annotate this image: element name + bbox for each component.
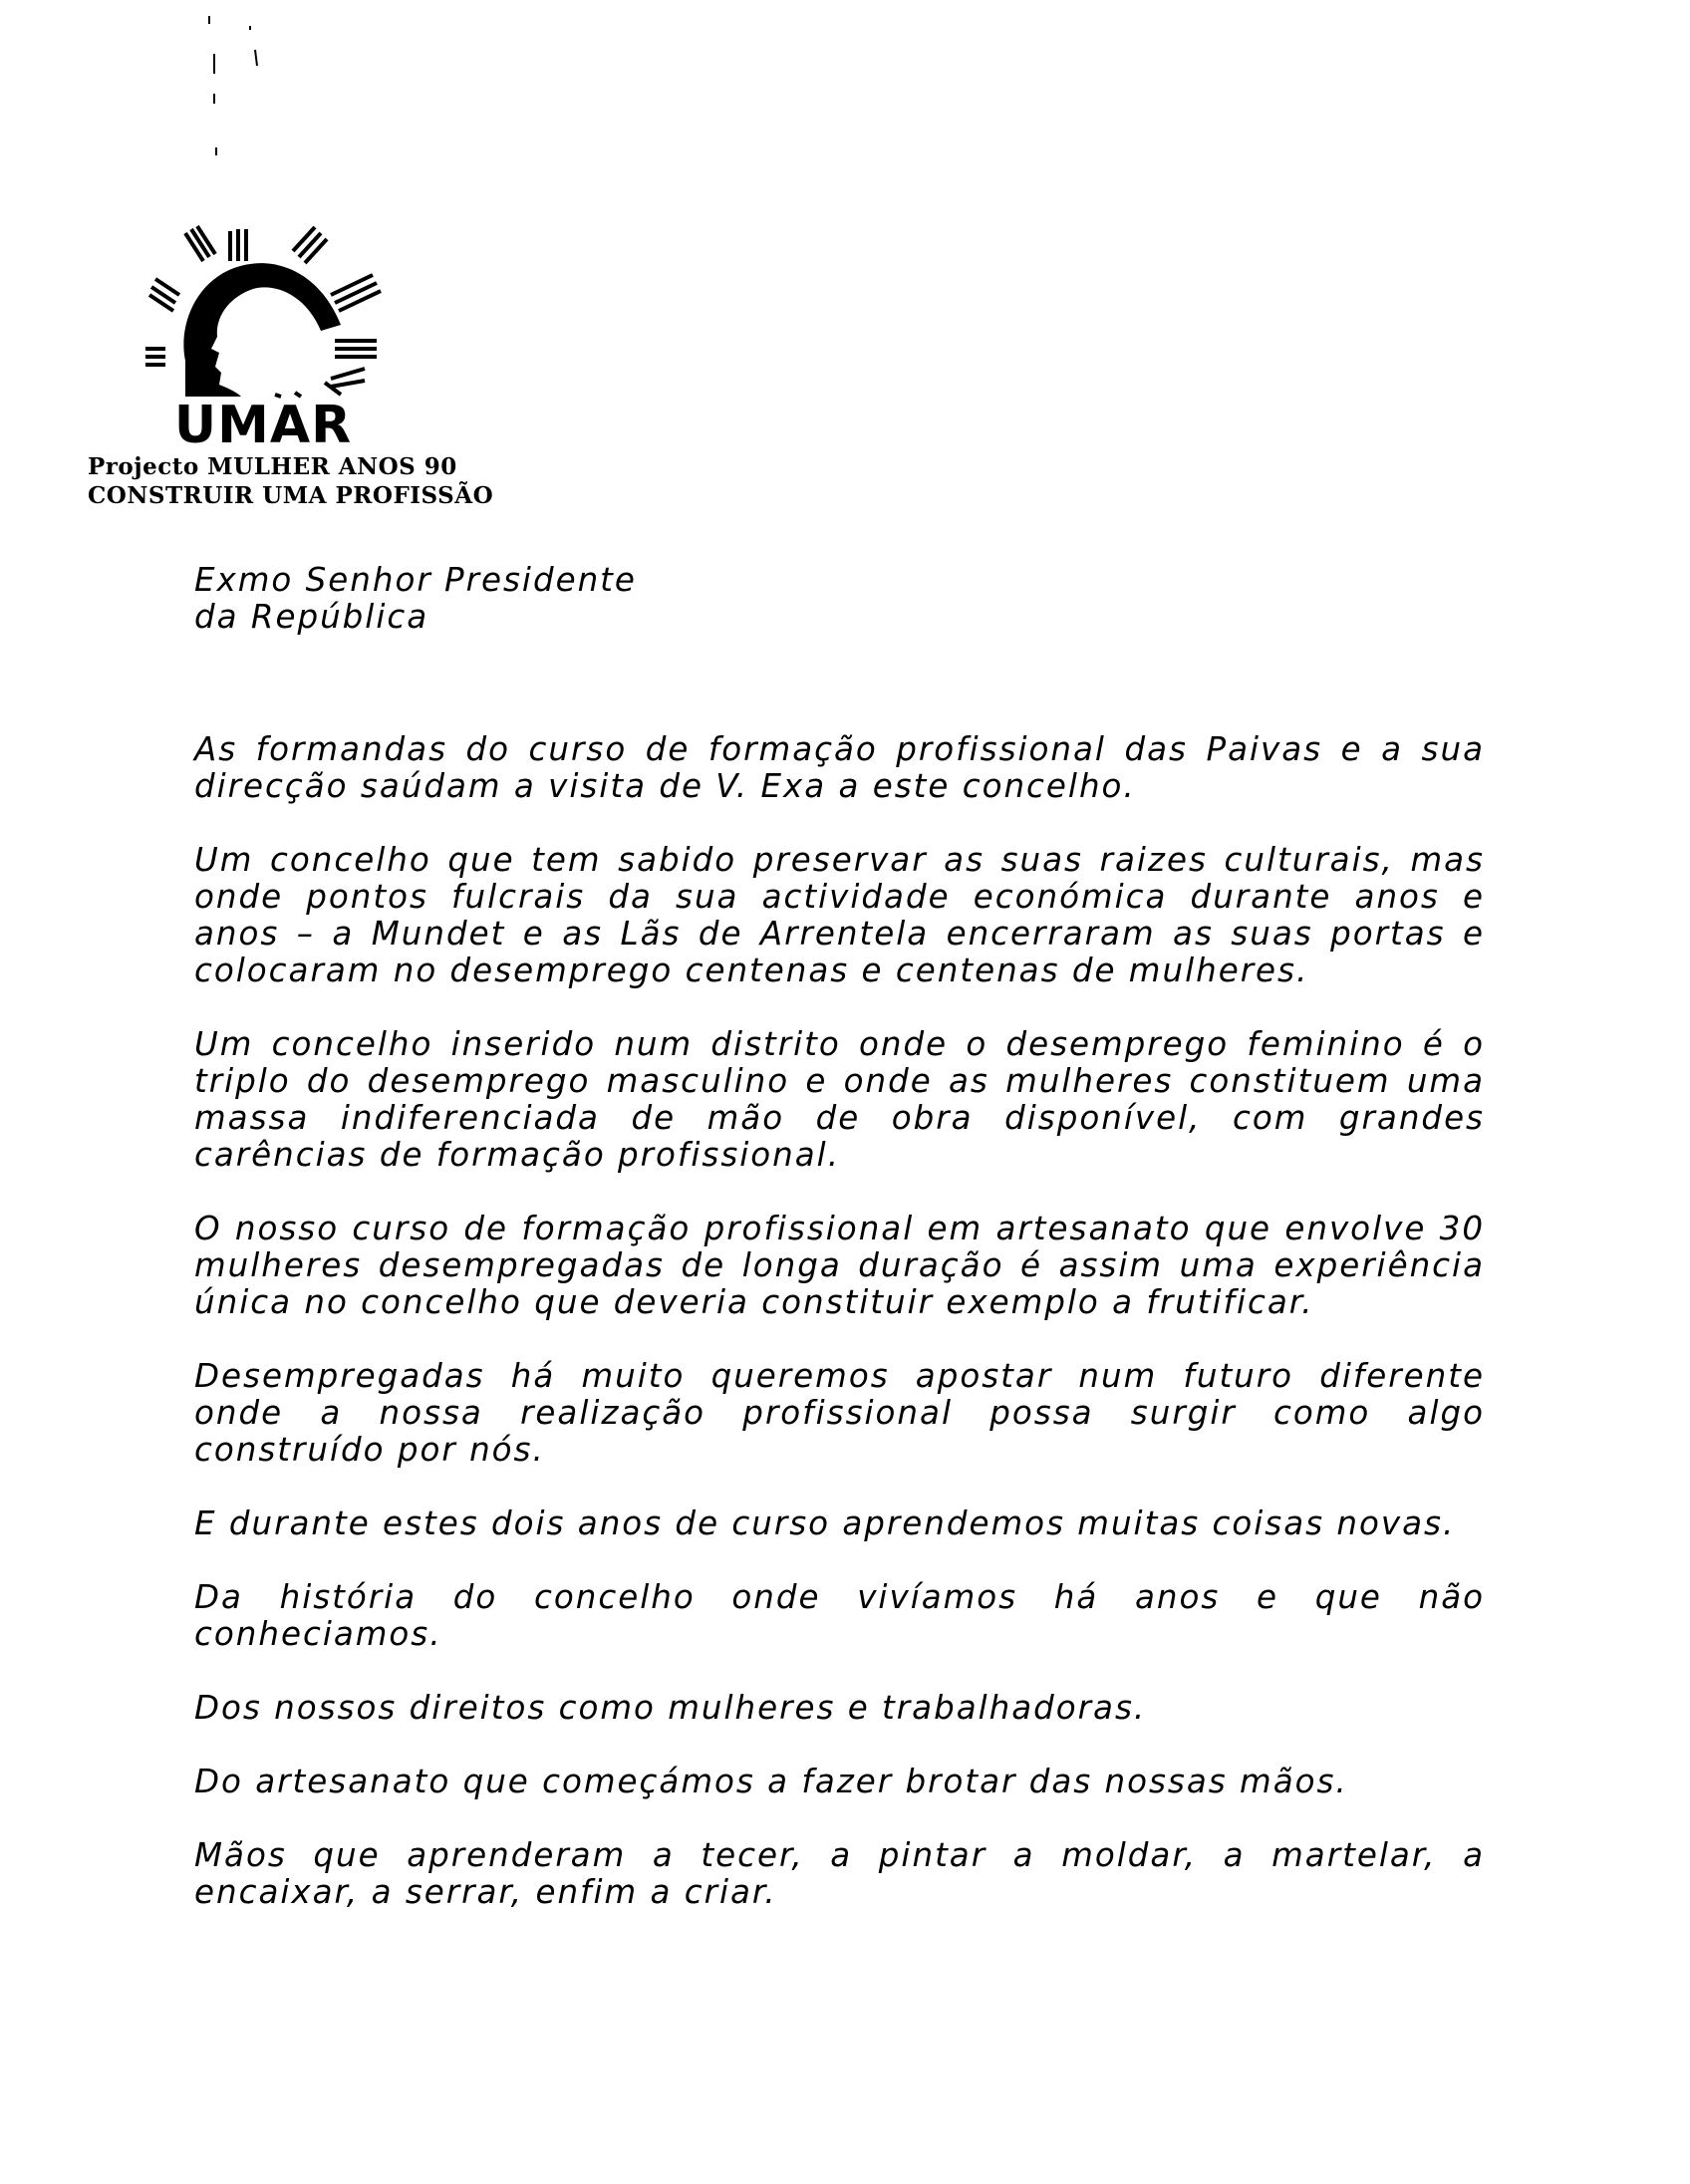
salutation-line-2: da República (194, 598, 429, 636)
paragraph-10: Mãos que aprenderam a tecer, a pintar a moldar, a martelar, a encaixar, a serrar, enfim a criar. (194, 1836, 1485, 1911)
salutation-line-1: Exmo Senhor Presidente (194, 561, 637, 599)
scan-marks (204, 14, 264, 163)
project-line-1: Projecto MULHER ANOS 90 (88, 453, 457, 480)
paragraph-8: Dos nossos direitos como mulheres e trabalhadoras. (194, 1689, 1147, 1727)
logo-wordmark: UMAR (173, 396, 353, 446)
paragraph-4: O nosso curso de formação profissional em artesanato que envolve 30 mulheres desempregadas de longa duração é assim uma experiência única no concelho que deveria constituir exemplo a frutificar. (194, 1210, 1485, 1321)
paragraph-9: Do artesanato que começámos a fazer brotar das nossas mãos. (194, 1763, 1348, 1800)
paragraph-5: Desempregadas há muito queremos apostar num futuro diferente onde a nossa realização profissional possa surgir como algo construído por nós. (194, 1357, 1485, 1469)
paragraph-1: As formandas do curso de formação profissional das Paivas e a sua direcção saúdam a visita de V. Exa a este concelho. (194, 730, 1485, 805)
salutation (194, 562, 1485, 636)
paragraph-7: Da história do concelho onde vivíamos há anos e que não conheciamos. (194, 1578, 1485, 1653)
letter-body (194, 562, 1485, 1948)
umar-logo (145, 221, 385, 446)
paragraph-3: Um concelho inserido num distrito onde o desemprego feminino é o triplo do desemprego masculino e onde as mulheres constituem uma massa indiferenciada de mão de obra disponível, com grandes carências de formação profissional. (194, 1025, 1485, 1174)
project-line-2: CONSTRUIR UMA PROFISSÃO (88, 482, 494, 509)
paragraph-6: E durante estes dois anos de curso aprendemos muitas coisas novas. (194, 1504, 1456, 1542)
paragraph-2: Um concelho que tem sabido preservar as suas raizes culturais, mas onde pontos fulcrais da sua actividade económica durante anos e anos – a Mundet e as Lãs de Arrentela encerraram as suas portas e colocaram no desemprego centenas e centenas de mulheres. (194, 841, 1485, 989)
project-header (88, 452, 493, 510)
